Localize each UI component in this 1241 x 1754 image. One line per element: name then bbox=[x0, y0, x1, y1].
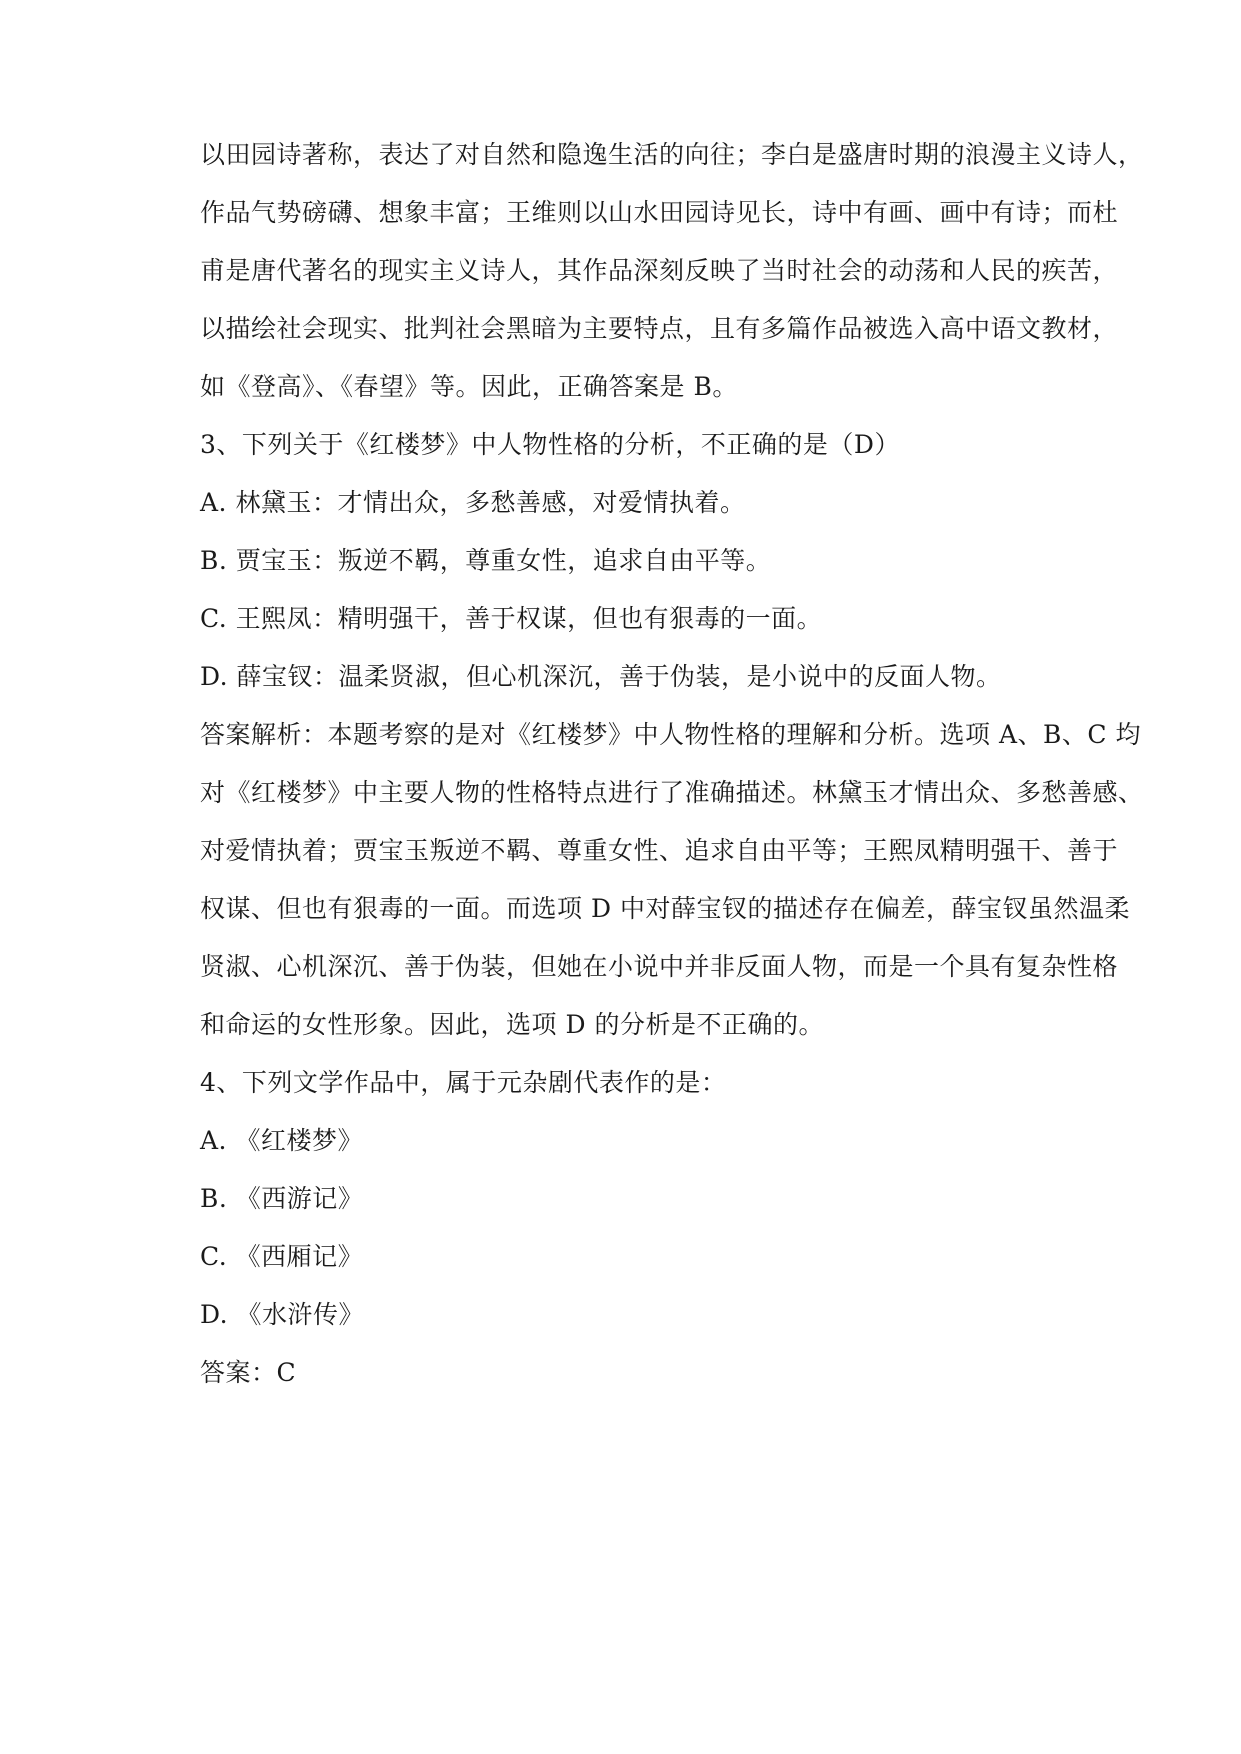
question-4-stem: 4、下列文学作品中，属于元杂剧代表作的是： bbox=[200, 1068, 727, 1097]
answer-explanation-line: 对爱情执着；贾宝玉叛逆不羁、尊重女性、追求自由平等；王熙凤精明强干、善于 bbox=[200, 836, 1119, 865]
paragraph-line: 如《登高》、《春望》等。因此，正确答案是 B。 bbox=[200, 372, 738, 401]
paragraph-line: 以田园诗著称，表达了对自然和隐逸生活的向往；李白是盛唐时期的浪漫主义诗人， bbox=[200, 140, 1144, 169]
answer-explanation-line: 和命运的女性形象。因此，选项 D 的分析是不正确的。 bbox=[200, 1010, 824, 1039]
question-4-option-a: A. 《红楼梦》 bbox=[200, 1126, 363, 1155]
question-4-answer: 答案：C bbox=[200, 1358, 297, 1387]
question-3-stem: 3、下列关于《红楼梦》中人物性格的分析，不正确的是（D） bbox=[200, 430, 900, 459]
question-4-option-d: D. 《水浒传》 bbox=[200, 1300, 365, 1329]
question-3-option-a: A. 林黛玉：才情出众，多愁善感，对爱情执着。 bbox=[200, 488, 746, 517]
question-4-option-b: B. 《西游记》 bbox=[200, 1184, 364, 1213]
answer-explanation-line: 贤淑、心机深沉、善于伪装，但她在小说中并非反面人物，而是一个具有复杂性格 bbox=[200, 952, 1119, 981]
question-3-option-b: B. 贾宝玉：叛逆不羁，尊重女性，追求自由平等。 bbox=[200, 546, 772, 575]
paragraph-line: 以描绘社会现实、批判社会黑暗为主要特点，且有多篇作品被选入高中语文教材， bbox=[200, 314, 1119, 343]
answer-explanation-line: 对《红楼梦》中主要人物的性格特点进行了准确描述。林黛玉才情出众、多愁善感、 bbox=[200, 778, 1144, 807]
paragraph-line: 甫是唐代著名的现实主义诗人，其作品深刻反映了当时社会的动荡和人民的疾苦， bbox=[200, 256, 1119, 285]
question-4-option-c: C. 《西厢记》 bbox=[200, 1242, 364, 1271]
answer-explanation-line: 答案解析：本题考察的是对《红楼梦》中人物性格的理解和分析。选项 A、B、C 均 bbox=[200, 720, 1141, 749]
question-3-option-d: D. 薛宝钗：温柔贤淑，但心机深沉，善于伪装，是小说中的反面人物。 bbox=[200, 662, 1002, 691]
answer-explanation-line: 权谋、但也有狠毒的一面。而选项 D 中对薛宝钗的描述存在偏差，薛宝钗虽然温柔 bbox=[200, 894, 1130, 923]
paragraph-line: 作品气势磅礴、想象丰富；王维则以山水田园诗见长，诗中有画、画中有诗；而杜 bbox=[200, 198, 1119, 227]
question-3-option-c: C. 王熙凤：精明强干，善于权谋，但也有狠毒的一面。 bbox=[200, 604, 823, 633]
